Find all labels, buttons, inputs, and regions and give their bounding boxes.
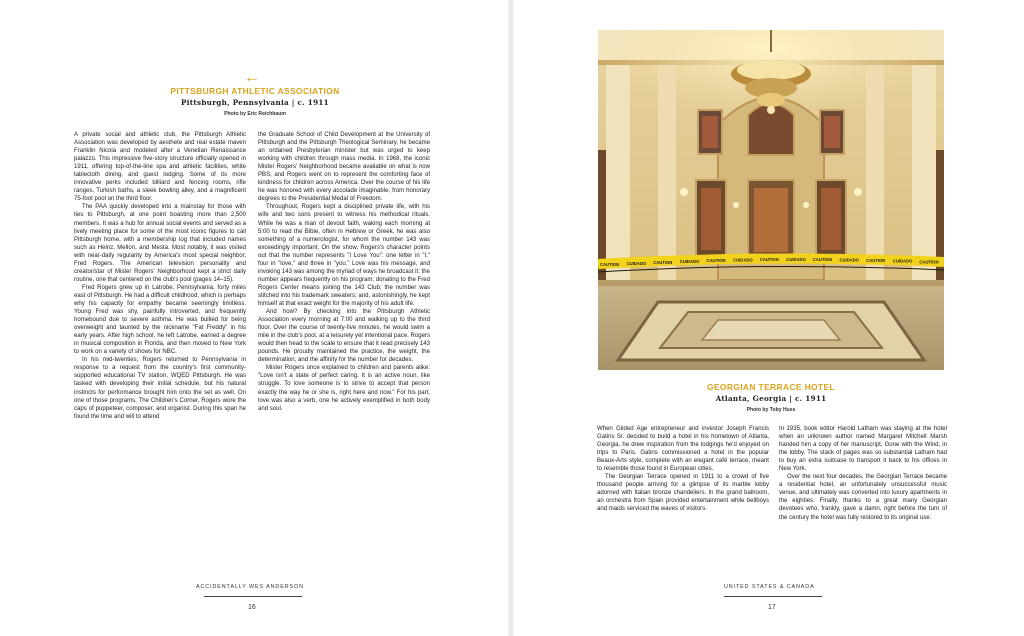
caution-tape-word: CUIDADO (626, 260, 647, 266)
left-section-title: PITTSBURGH ATHLETIC ASSOCIATION (170, 86, 340, 96)
caution-tape-word: CAUTION (919, 259, 939, 265)
left-text-column-2 (258, 131, 430, 413)
paragraph: Fred Rogers grew up in Latrobe, Pennsylvania, forty miles east of Pittsburgh. He had a difficult childhood, which is perhaps why his capacity for empathy became seemingly limitless. Young Fred was shy, painfully introverted, and frequently homebound due to severe asthma. He was bullied for being overweight and taunted by the nickname "Fat Freddy" in his early years. After high school, he left Latrobe, earned a degree in musical composition in Florida, and then moved to New York to work on a variety of shows for NBC. (74, 284, 246, 356)
caution-tape-word: CUIDADO (733, 257, 753, 263)
caution-tape-word: CAUTION (600, 261, 620, 267)
left-photo-credit: Photo by Eric Reichbaum (224, 111, 286, 117)
paragraph: When Gilded Age entrepreneur and investor Joseph Francis Gatins Sr. decided to build a hotel in his hometown of Atlanta, Georgia, he drew inspiration from the lodgings he'd enjoyed on trips to Paris. Gatins commissioned a hotel in the popular Beaux-Arts style, complete with an elegant café terrace, meant to resemble those found in European cities. (597, 426, 769, 473)
caution-tape-word: CAUTION (759, 257, 779, 263)
right-text-column-1 (597, 425, 769, 514)
caution-tape-word: CUIDADO (839, 257, 860, 263)
left-footer-rule (204, 596, 302, 597)
paragraph: Mister Rogers once explained to children and parents alike: "Love isn't a state of perfect caring. It is an active noun, like struggle. To love someone is to strive to accept that person exactly the way he or she is, right here and now." For his part, love was also a verb, one he actively exemplified in both body and soul. (258, 365, 430, 412)
paragraph: A private social and athletic club, the Pittsburgh Athletic Association was developed by aesthete and real estate maven Franklin Nicola and modeled after a Venetian Renaissance palazzo. This impressive five-story structure officially opened in 1911, offering top-of-the-line spa and athletic facilities, white tablecloth dining, and guest lodging. Some of its more innovative perks included billiard and fencing rooms, rifle ranges, Turkish baths, a sleek bowling alley, and a magnificent 75-foot pool on the third floor. (74, 132, 246, 203)
right-running-footer: UNITED STATES & CANADA (724, 584, 815, 590)
paragraph: the Graduate School of Child Development at the University of Pittsburgh and the Pittsburgh Theological Seminary, he became an ordained Presbyterian minister but was urged to keep working with children through mass media. In 1968, the iconic Mister Rogers' Neighborhood became available on what is now PBS, and Rogers went on to represent the comforting face of kindness for children across America. Over the course of his life he was honored with every accolade imaginable, from honorary degrees to the Presidential Medal of Freedom. (258, 132, 430, 203)
paragraph: Over the next four decades, the Georgian Terrace became a residential hotel, an unfortunately unsuccessful music venue, and ultimately was converted into luxury apartments in the eighties. Finally, thanks to a great many Georgian devotees who, frankly, gave a damn, right before the turn of the century the hotel was fully restored to its original use. (779, 474, 947, 521)
caution-tape-word: CAUTION (653, 259, 673, 265)
right-text-column-2 (779, 425, 947, 522)
paragraph: Throughout, Rogers kept a disciplined private life, with his wife and two sons present to witness his methodical rituals. While he was a man of devout faith, waking each morning at 5:00 to read the Bible, often in Hebrew or Greek, he was also something of a numerologist, for whom the number 143 was exceedingly important. On the show, Rogers's character points out that the number represents "I Love You": one letter in "I," four in "love," and three in "you." Love was his message, and invoking 143 was among the myriad of ways he broadcast it: the number appears frequently on his program; donating to the Fred Rogers Center means joining the 143 Club; the number was stitched into his trademark sweaters; and, astonishingly, he kept himself at that exact weight for the majority of his adult life. (258, 204, 430, 307)
left-text-column-1 (74, 131, 246, 421)
caution-tape-word: CAUTION (812, 257, 832, 262)
left-page-number: 16 (248, 604, 256, 611)
left-running-footer: ACCIDENTALLY WES ANDERSON (196, 584, 304, 590)
paragraph: The PAA quickly developed into a mainstay for those with ties to Pittsburgh, at one point boasting more than 2,500 members. It was a hub for annual social events and served as a lively meeting place for some of the most iconic figures to call Pittsburgh home, with a membership log that included names such as Heinz, Mellon, and Mesta. Most notably, it was visited with near-daily regularity by America's most special neighbor, Fred Rogers. The American television personality and creator/star of Mister Rogers' Neighborhood kept a strict daily routine, one that centered on the club's pool (pages 14–15). (74, 204, 246, 283)
right-footer-rule (724, 596, 822, 597)
right-page-number: 17 (768, 604, 776, 611)
caution-tape-word: CAUTION (706, 258, 726, 263)
caution-tape-word: CUIDADO (892, 258, 913, 264)
book-gutter (508, 0, 514, 636)
hotel-lobby-photo (598, 30, 944, 370)
right-location-subtitle: Atlanta, Georgia | c. 1911 (715, 394, 827, 403)
paragraph: And how? By checking into the Pittsburgh Athletic Association every morning at 7:00 and walking up to the third floor. Over the course of twenty-five minutes, he would swim a mile in the club's pool, at a leisurely yet intentional pace. Rogers would then head to the scale to ensure that it read precisely 143 pounds. He proudly maintained the practice, the weight, the determination, and the affinity for the number for decades. (258, 309, 430, 364)
caution-tape-word: CAUTION (866, 257, 886, 263)
paragraph: In his mid-twenties, Rogers returned to Pennsylvania in response to a request from the country's first community-supported educational TV station, WQED Pittsburgh. He was tasked with developing their initial schedule, but his natural instincts for performance brought him onto the set as well. On one of those programs, The Children's Corner, Rogers wore the caps of puppeteer, composer, and organist. During this span he found the time and will to attend (74, 357, 246, 420)
right-photo-credit: Photo by Toby Huss (746, 407, 796, 413)
paragraph: The Georgian Terrace opened in 1911 to a crowd of five thousand people arriving for a glimpse of its marble lobby adorned with Italian bronze chandeliers. In the grand ballroom, an orchestra from Spain provided entertainment while bellboys and maids serviced the waves of visitors. (597, 474, 769, 513)
paragraph: In 1935, book editor Harold Latham was staying at the hotel when an unknown author named Margaret Mitchell Marsh handed him a copy of her manuscript, Gone with the Wind, in the lobby. The stack of pages was so substantial Latham had to buy an extra suitcase to transport it back to his offices in New York. (779, 426, 947, 473)
left-location-subtitle: Pittsburgh, Pennsylvania | c. 1911 (181, 98, 329, 107)
back-arrow-icon: ← (244, 69, 260, 86)
caution-tape-word: CUIDADO (786, 257, 806, 262)
caution-tape-word: CUIDADO (679, 258, 700, 264)
right-section-title: GEORGIAN TERRACE HOTEL (707, 382, 835, 392)
